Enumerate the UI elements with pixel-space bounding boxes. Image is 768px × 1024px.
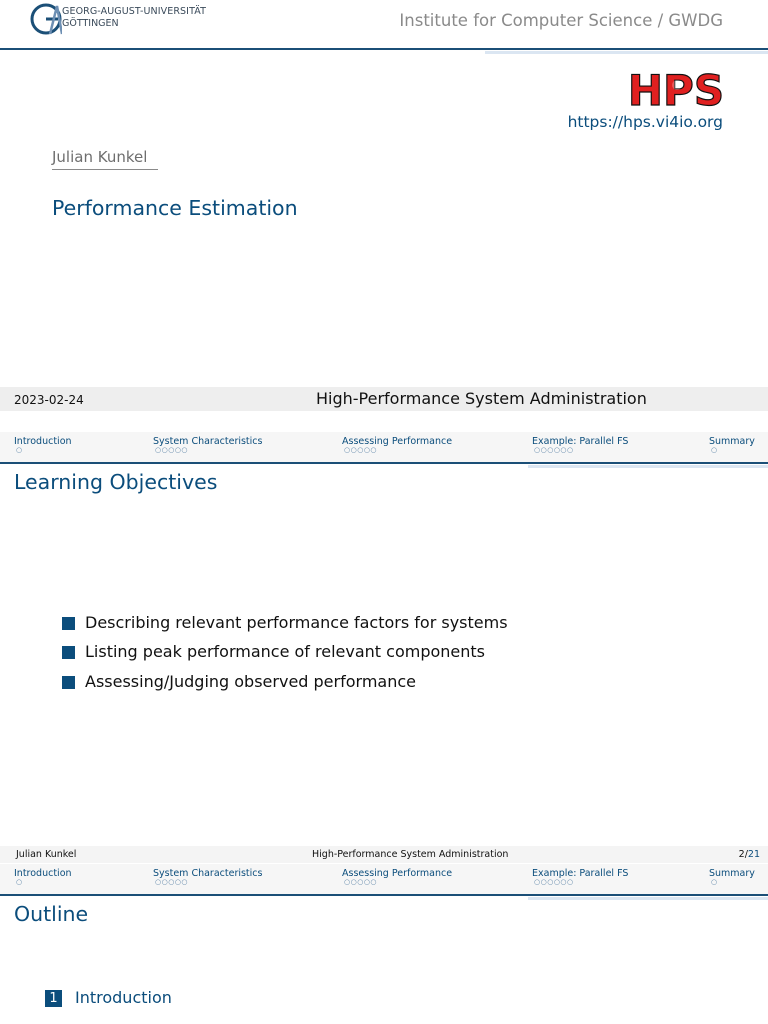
hps-url-link[interactable]: https://hps.vi4io.org	[567, 113, 723, 131]
nav-introduction-dots[interactable]: ○	[16, 446, 23, 454]
section-nav	[0, 864, 768, 894]
nav-example-parallel-fs-dots[interactable]: ○○○○○○	[534, 446, 574, 454]
nav-assessing-performance[interactable]: Assessing Performance	[342, 436, 453, 447]
list-item: Assessing/Judging observed performance	[85, 672, 416, 691]
nav-introduction-dots[interactable]: ○	[16, 878, 23, 886]
slide2-title-rule	[0, 462, 768, 464]
page-number: 2/21	[738, 849, 760, 860]
course-name: High-Performance System Administration	[316, 389, 647, 408]
nav-introduction[interactable]: Introduction	[14, 436, 72, 447]
nav-system-characteristics[interactable]: System Characteristics	[153, 436, 263, 447]
footer-author: Julian Kunkel	[16, 849, 77, 860]
nav-summary-dots[interactable]: ○	[711, 446, 718, 454]
nav-example-parallel-fs[interactable]: Example: Parallel FS	[532, 868, 629, 879]
author-name: Julian Kunkel	[52, 148, 148, 166]
bullet-marker	[62, 617, 75, 630]
header-rule-accent	[485, 51, 768, 54]
ga-logo-icon	[30, 2, 62, 36]
slide2-title: Learning Objectives	[14, 470, 218, 494]
nav-summary[interactable]: Summary	[709, 436, 755, 447]
bullet-marker	[62, 676, 75, 689]
university-name: GEORG-AUGUST-UNIVERSITÄT	[62, 6, 207, 17]
slide2-title-rule-accent	[528, 465, 768, 468]
nav-summary[interactable]: Summary	[709, 868, 755, 879]
nav-summary-dots[interactable]: ○	[711, 878, 718, 886]
nav-introduction[interactable]: Introduction	[14, 868, 72, 879]
list-item: Listing peak performance of relevant components	[85, 642, 485, 661]
nav-system-characteristics[interactable]: System Characteristics	[153, 868, 263, 879]
nav-assessing-performance-dots[interactable]: ○○○○○	[344, 878, 378, 886]
nav-system-characteristics-dots[interactable]: ○○○○○	[155, 446, 189, 454]
institute-name: Institute for Computer Science / GWDG	[399, 11, 723, 30]
list-item: Describing relevant performance factors for systems	[85, 613, 508, 632]
hps-logo-text: HPS	[627, 69, 725, 111]
university-city: GÖTTINGEN	[62, 18, 119, 29]
bullet-marker	[62, 646, 75, 659]
presentation-date: 2023-02-24	[14, 393, 84, 407]
footer-course: High-Performance System Administration	[312, 849, 509, 860]
page-total: 21	[747, 849, 760, 860]
outline-number-badge: 1	[45, 990, 62, 1007]
slide3-title-rule-accent	[528, 897, 768, 900]
nav-assessing-performance-dots[interactable]: ○○○○○	[344, 446, 378, 454]
nav-example-parallel-fs-dots[interactable]: ○○○○○○	[534, 878, 574, 886]
slide3-title: Outline	[14, 902, 89, 926]
nav-assessing-performance[interactable]: Assessing Performance	[342, 868, 453, 879]
slide3-title-rule	[0, 894, 768, 896]
hps-logo	[626, 69, 726, 115]
header-rule	[0, 48, 768, 50]
author-underline	[52, 169, 158, 170]
hps-logo-icon	[626, 69, 726, 111]
page-current: 2	[738, 849, 745, 860]
presentation-title: Performance Estimation	[52, 196, 298, 220]
nav-system-characteristics-dots[interactable]: ○○○○○	[155, 878, 189, 886]
nav-example-parallel-fs[interactable]: Example: Parallel FS	[532, 436, 629, 447]
section-nav	[0, 432, 768, 462]
outline-item-introduction[interactable]: Introduction	[75, 988, 172, 1007]
